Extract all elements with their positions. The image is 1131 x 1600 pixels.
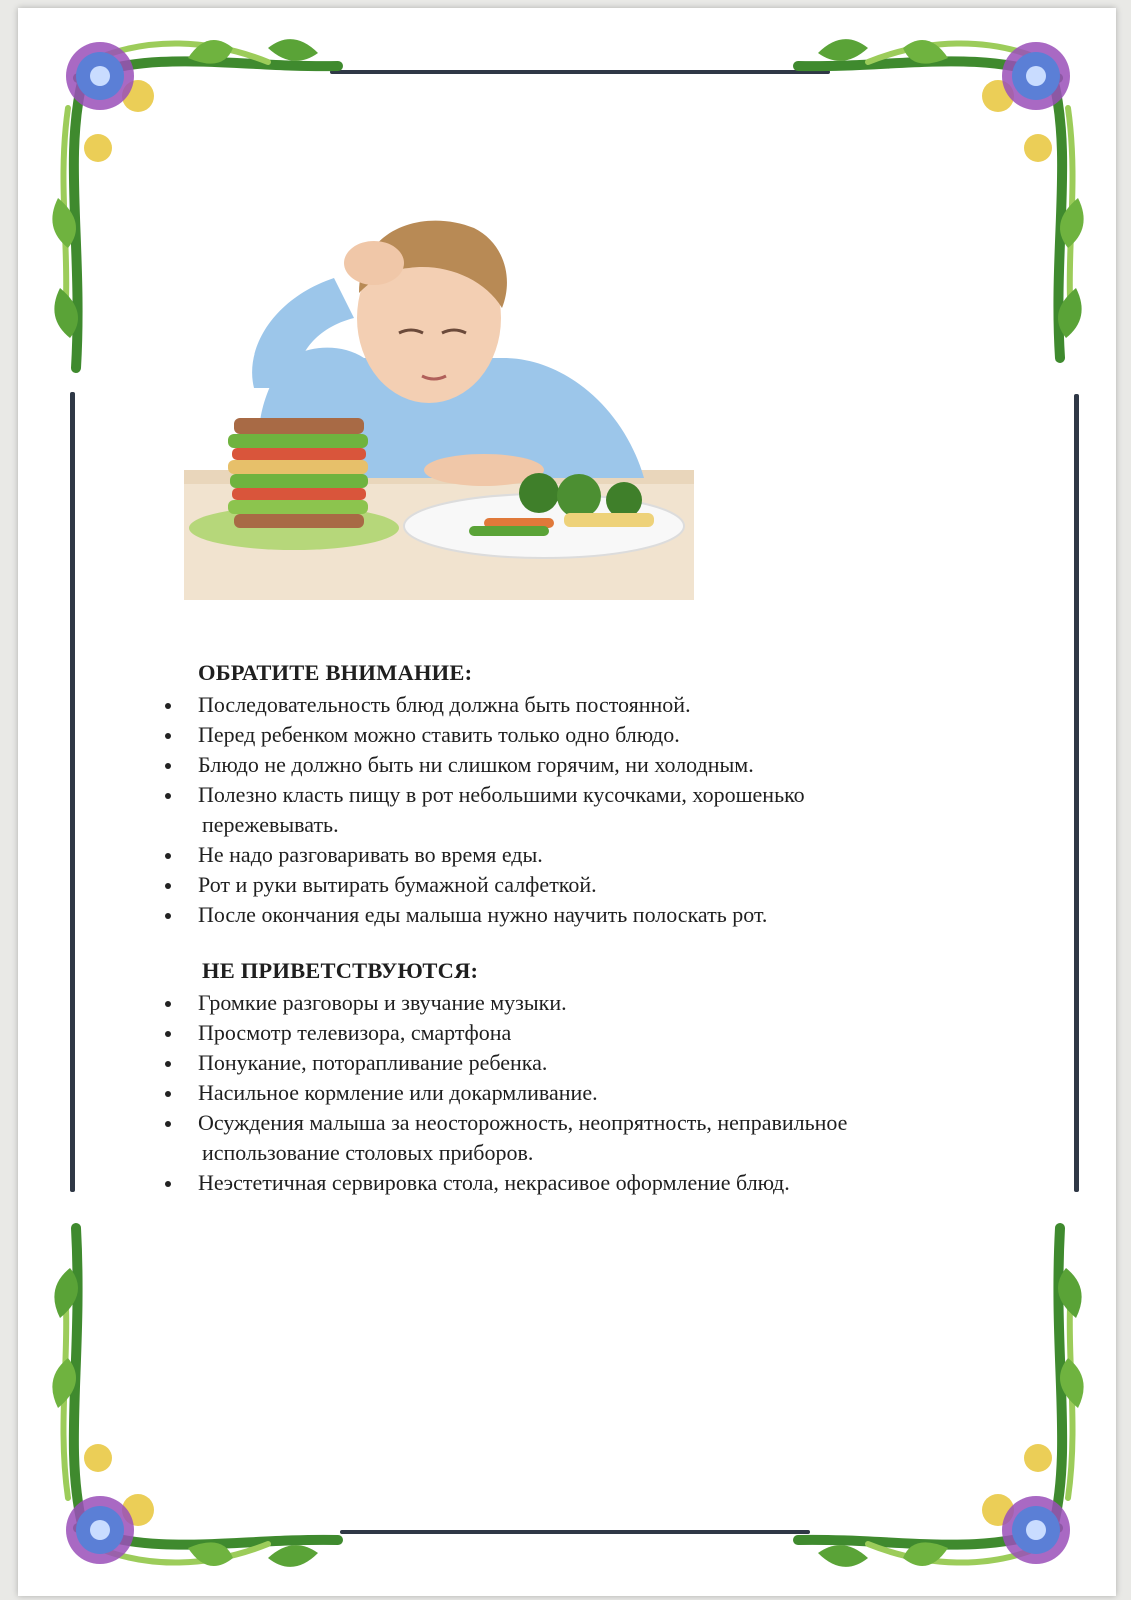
list-item: После окончания еды малыша нужно научить полоскать рот. bbox=[144, 900, 1004, 930]
list-item-continuation: пережевывать. bbox=[202, 812, 339, 837]
list-item: Понукание, поторапливание ребенка. bbox=[144, 1048, 1004, 1078]
attention-list bbox=[144, 690, 1004, 930]
list-item: Неэстетичная сервировка стола, некрасивое оформление блюд. bbox=[144, 1168, 1004, 1198]
child-eating-illustration bbox=[184, 208, 694, 600]
list-item: Перед ребенком можно ставить только одно блюдо. bbox=[144, 720, 1004, 750]
list-item bbox=[144, 1108, 1004, 1168]
frame-line-bottom bbox=[340, 1530, 810, 1534]
frame-line-top bbox=[330, 70, 830, 74]
list-item: Не надо разговаривать во время еды. bbox=[144, 840, 1004, 870]
list-item: Насильное кормление или докармливание. bbox=[144, 1078, 1004, 1108]
heading-not-welcome: НЕ ПРИВЕТСТВУЮТСЯ: bbox=[202, 958, 479, 983]
list-item: Просмотр телевизора, смартфона bbox=[144, 1018, 1004, 1048]
heading-attention: ОБРАТИТЕ ВНИМАНИЕ: bbox=[198, 660, 473, 685]
list-item-continuation: использование столовых приборов. bbox=[202, 1140, 534, 1165]
frame-line-left bbox=[70, 392, 75, 1192]
list-item bbox=[144, 780, 1004, 840]
list-item-text: Полезно класть пищу в рот небольшими кусочками, хорошенько bbox=[198, 782, 805, 807]
not-welcome-list bbox=[144, 988, 1004, 1198]
text-content bbox=[144, 658, 1004, 1198]
list-item: Громкие разговоры и звучание музыки. bbox=[144, 988, 1004, 1018]
list-item: Рот и руки вытирать бумажной салфеткой. bbox=[144, 870, 1004, 900]
list-item: Последовательность блюд должна быть постоянной. bbox=[144, 690, 1004, 720]
list-item-text: Осуждения малыша за неосторожность, неопрятность, неправильное bbox=[198, 1110, 848, 1135]
corner-ornament-bottom-left bbox=[38, 1208, 358, 1588]
list-item: Блюдо не должно быть ни слишком горячим, ни холодным. bbox=[144, 750, 1004, 780]
corner-ornament-top-right bbox=[778, 18, 1098, 398]
corner-ornament-bottom-right bbox=[778, 1208, 1098, 1588]
frame-line-right bbox=[1074, 394, 1079, 1192]
document-page bbox=[18, 8, 1116, 1596]
